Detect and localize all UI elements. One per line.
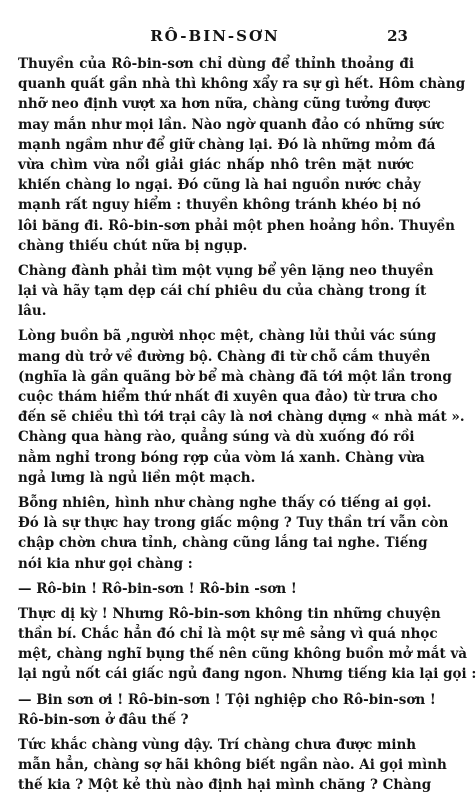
page-header: [0, 27, 430, 49]
text-line: nằm nghỉ trong bóng rợp của vòm lá xanh. Chàng vừa: [18, 449, 425, 466]
text-line: mệt, chàng nghĩ bụng thế nên cũng không buồn mở mắt và: [18, 646, 468, 663]
paragraph: [18, 579, 414, 599]
paragraph: [18, 604, 476, 685]
text-line: may mắn như mọi lần. Nào ngờ quanh đảo có những sức: [18, 116, 445, 133]
text-line: lâu.: [18, 303, 47, 320]
text-line: Thuyền của Rô-bin-sơn chỉ dùng để thỉnh thoảng đi: [18, 56, 414, 72]
paragraph: [18, 54, 466, 256]
text-line: Đó là sự thực hay trong giấc mộng ? Tuy thần trí vẫn còn: [18, 515, 449, 532]
text-line: lại và hãy tạm dẹp cái chí phiêu du của chàng trong ít: [18, 283, 427, 300]
text-line: — Rô-bin ! Rô-bin-sơn ! Rô-bin -sơn !: [18, 580, 297, 597]
text-line: thần bí. Chắc hẳn đó chỉ là một sự mê sảng vì quá nhọc: [18, 626, 438, 643]
text-line: chàng thiếu chút nữa bị ngụp.: [18, 237, 248, 254]
text-line: — Bin sơn ơi ! Rô-bin-sơn ! Tội nghiệp cho Rô-bin-sơn !: [18, 691, 436, 708]
text-line: thế kia ? Một kẻ thù nào định hại mình chăng ? Chàng: [18, 777, 432, 794]
text-line: đến sẽ chiều thì tới trại cây là nơi chàng dựng « nhà mát ».: [18, 409, 465, 426]
text-line: mạnh ngầm như để giữ chàng lại. Đó là những mỏm đá: [18, 136, 436, 153]
paragraph: [18, 690, 436, 730]
body-text: [18, 54, 476, 796]
text-line: ngả lưng là ngủ liền một mạch.: [18, 469, 256, 486]
paragraph: [18, 735, 447, 796]
text-line: lôi băng đi. Rô-bin-sơn phải một phen hoảng hồn. Thuyền: [18, 217, 455, 234]
paragraph: [18, 326, 465, 488]
text-line: Chàng qua hàng rào, quẳng súng và dù xuống đó rồi: [18, 429, 415, 446]
page-number: 23: [387, 27, 408, 45]
text-line: nói kia như gọi chàng :: [18, 555, 193, 572]
text-line: Rô-bin-sơn ở đâu thế ?: [18, 711, 189, 728]
text-line: Thực dị kỳ ! Nhưng Rô-bin-sơn không tin những chuyện: [18, 605, 441, 622]
text-line: Chàng đành phải tìm một vụng bể yên lặng neo thuyền: [18, 262, 434, 279]
text-line: vừa chìm vừa nổi giải giác nhấp nhô trên mặt nước: [18, 156, 414, 173]
running-title: RÔ-BIN-SƠN: [150, 27, 280, 45]
text-line: Bỗng nhiên, hình như chàng nghe thấy có tiếng ai gọi.: [18, 494, 432, 511]
text-line: Lòng buồn bã ,người nhọc mệt, chàng lủi thủi vác súng: [18, 328, 437, 345]
paragraph: [18, 261, 434, 322]
text-line: Tức khắc chàng vùng dậy. Trí chàng chưa được minh: [18, 737, 417, 753]
paragraph: [18, 493, 449, 574]
text-line: nhỡ neo định vượt xa hơn nữa, chàng cũng tưởng được: [18, 96, 431, 113]
text-line: (nghĩa là gần quãng bờ bể mà chàng đã tới một lần trong: [18, 368, 452, 385]
text-line: mạnh rất nguy hiểm : thuyền không tránh khéo bị nó: [18, 197, 421, 214]
text-line: khiến chàng lo ngại. Đó cũng là hai nguồn nước chảy: [18, 177, 421, 194]
text-line: lại ngủ nốt cái giấc ngủ đang ngon. Nhưng tiếng kia lại gọi :: [18, 666, 476, 683]
text-line: cuộc thám hiểm thứ nhất đi xuyên qua đảo) từ trưa cho: [18, 389, 438, 405]
text-line: mẫn hẳn, chàng sợ hãi không biết ngần nào. Ai gọi mình: [18, 757, 447, 774]
text-line: chập chờn chưa tỉnh, chàng cũng lắng tai nghe. Tiếng: [18, 535, 428, 552]
text-line: quanh quất gần nhà thì không xẩy ra sự gì hết. Hôm chàng: [18, 76, 466, 93]
text-line: mang dù trở về đường bộ. Chàng đi từ chỗ cắm thuyền: [18, 348, 431, 365]
